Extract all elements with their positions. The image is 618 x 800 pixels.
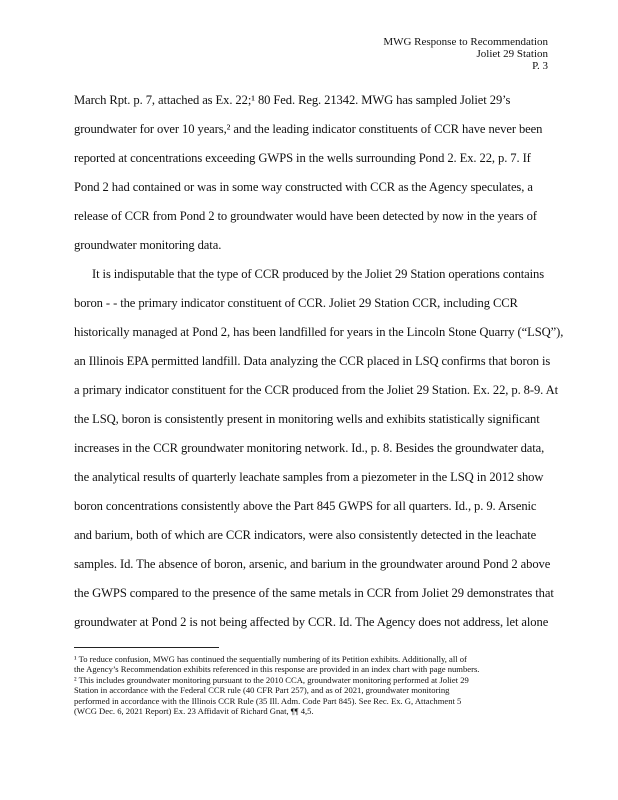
body-line: release of CCR from Pond 2 to groundwater would have been detected by now in the years of [74,209,537,223]
body-line: the LSQ, boron is consistently present in monitoring wells and exhibits statistically significant [74,412,540,426]
body-line: increases in the CCR groundwater monitoring network. Id., p. 8. Besides the groundwater data, [74,441,545,455]
body-line: a primary indicator constituent for the CCR produced from the Joliet 29 Station. Ex. 22, p. 8-9. At [74,383,558,397]
footnote-line: ² This includes groundwater monitoring pursuant to the 2010 CCA, groundwater monitoring performed at Joliet 29 [74,674,469,685]
body-line: It is indisputable that the type of CCR produced by the Joliet 29 Station operations contains [92,267,545,281]
body-line: the GWPS compared to the presence of the same metals in CCR from Joliet 29 demonstrates that [74,586,554,600]
header-title: MWG Response to Recommendation [383,36,548,48]
body-line: an Illinois EPA permitted landfill. Data analyzing the CCR placed in LSQ confirms that boron is [74,354,551,368]
body-line: groundwater for over 10 years,² and the leading indicator constituents of CCR have never been [74,122,543,136]
page-header [383,36,548,72]
body-line: boron - - the primary indicator constituent of CCR. Joliet 29 Station CCR, including CCR [74,296,518,310]
body-line: the analytical results of quarterly leachate samples from a piezometer in the LSQ in 2012 show [74,470,544,484]
footnote-line: the Agency’s Recommendation exhibits referenced in this response are provided in an index chart with page numbers. [74,664,480,675]
footnote-line: ¹ To reduce confusion, MWG has continued the sequentially numbering of its Petition exhibits. Additionally, all of [74,654,467,664]
body-line: reported at concentrations exceeding GWPS in the wells surrounding Pond 2. Ex. 22, p. 7. If [74,151,531,165]
header-page-number: P. 3 [532,60,548,72]
footnote-line: Station in accordance with the Federal CCR rule (40 CFR Part 257), and as of 2021, groundwater monitoring [74,685,450,696]
footnote-line: (WCG Dec. 6, 2021 Report) Ex. 23 Affidavit of Richard Gnat, ¶¶ 4,5. [74,706,314,717]
footnote-divider [74,647,219,648]
body-line: Pond 2 had contained or was in some way constructed with CCR as the Agency speculates, a [74,180,533,194]
body-line: March Rpt. p. 7, attached as Ex. 22;¹ 80 Fed. Reg. 21342. MWG has sampled Joliet 29’s [74,93,511,107]
body-line: samples. Id. The absence of boron, arsenic, and barium in the groundwater around Pond 2 above [74,557,551,571]
footnote-line: performed in accordance with the Illinois CCR Rule (35 Ill. Adm. Code Part 845). See Rec. Ex. G, Attachment 5 [74,695,462,706]
footnotes [74,654,574,716]
body-text [74,86,579,637]
body-line: groundwater monitoring data. [74,238,222,252]
body-line: and barium, both of which are CCR indicators, were also consistently detected in the leachate [74,528,537,542]
body-line: groundwater at Pond 2 is not being affected by CCR. Id. The Agency does not address, let alone [74,615,549,629]
body-line: historically managed at Pond 2, has been landfilled for years in the Lincoln Stone Quarry (“LSQ”), [74,325,564,339]
body-line: boron concentrations consistently above the Part 845 GWPS for all quarters. Id., p. 9. Arsenic [74,499,537,513]
header-station: Joliet 29 Station [476,48,548,60]
